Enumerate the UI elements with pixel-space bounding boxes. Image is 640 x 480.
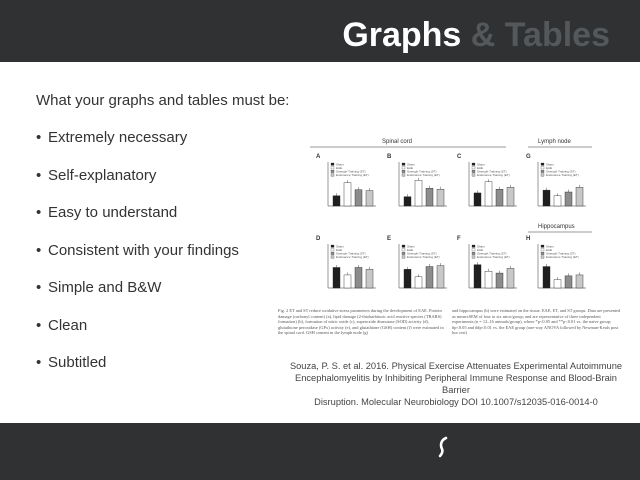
bar-e-0 [404,269,411,288]
bar-b-1 [415,180,422,206]
panel-letter-b: B [387,154,392,160]
legend-label: Strength Training (ST) [336,251,366,256]
bar-c-2 [496,189,503,206]
legend-swatch [472,170,475,172]
legend-swatch [472,249,475,251]
panel-letter-a: A [316,154,321,160]
legend-label: Endurance Training (ET) [477,173,510,178]
footer-bar [0,423,640,480]
bar-h-3 [576,275,583,288]
panel-letter-f: F [457,236,461,242]
legend-label: EAE [546,165,553,170]
legend-label: Strength Training (ST) [546,251,576,256]
bullet-text: Self-explanatory [48,166,157,184]
bar-e-2 [426,267,433,288]
legend-swatch [541,249,544,251]
legend-swatch [402,249,405,251]
bar-a-1 [344,183,351,206]
bar-e-1 [415,277,422,288]
bullet-icon: • [36,279,42,296]
bullet-item [36,353,239,391]
bar-d-3 [366,269,373,288]
legend-label: EAE [546,247,553,252]
legend-label: Sham [546,162,554,167]
bullet-text: Consistent with your findings [48,241,239,259]
legend-swatch [472,252,475,254]
bar-b-0 [404,197,411,206]
bar-h-1 [554,280,561,288]
legend-label: Strength Training (ST) [477,251,507,256]
bar-h-0 [543,267,550,288]
citation [286,360,626,408]
header-spinal-cord: Spinal cord [382,139,413,145]
legend-swatch [541,256,544,258]
legend-swatch [541,245,544,247]
bar-d-1 [344,275,351,288]
bullet-item [36,166,239,204]
slide-title [342,16,610,55]
legend-swatch [331,245,334,247]
legend-label: Sham [336,162,344,167]
legend-label: Sham [407,162,415,167]
panel-letter-h: H [526,236,531,242]
legend-swatch [541,174,544,176]
citation-line: Disruption. Molecular Neurobiology DOI 10.1007/s12035-016-0014-0 [314,397,598,407]
legend-swatch [402,245,405,247]
legend-swatch [541,252,544,254]
bullet-list [36,128,239,391]
bar-g-2 [565,192,572,206]
legend-label: Strength Training (ST) [407,169,437,174]
legend-label: Endurance Training (ET) [407,173,440,178]
legend-label: EAE [407,165,414,170]
figure-caption-left: Fig. 2 ET and ST reduce oxidative stress parameters during the development of EAE. Protein damage (carbonyl content) (a), lipid damage (2-thiobarbituric acid reactive species (TBARS) formation) (b), formation of nitric oxide (c), superoxide dismutase (SOD) activity (d), glutathione peroxidase (GPx) activity (e), and glutathione (GSH) content (f) were estimated in the spinal cord. GSH content in the lymph node (g) [278,308,444,336]
bar-f-0 [474,265,481,288]
legend-swatch [472,174,475,176]
legend-label: EAE [336,247,343,252]
legend-label: Sham [546,244,554,249]
legend-label: Endurance Training (ET) [336,173,369,178]
panel-letter-d: D [316,236,321,242]
bullet-icon: • [36,316,42,334]
bullet-item [36,203,239,241]
bullet-icon: • [36,354,42,371]
legend-swatch [541,170,544,172]
intro-text: What your graphs and tables must be: [36,92,290,109]
legend-swatch [331,163,334,165]
figure-image [270,130,624,390]
legend-swatch [331,256,334,258]
legend-swatch [472,256,475,258]
bar-c-3 [507,187,514,206]
bar-c-0 [474,193,481,206]
bullet-text: Clean [48,316,88,334]
legend-swatch [331,249,334,251]
legend-label: EAE [336,165,343,170]
legend-swatch [331,252,334,254]
citation-line: Encephalomyelitis by Inhibiting Peripheral Immune Response and Blood-Brain Barrier [295,373,617,395]
legend-swatch [541,163,544,165]
legend-label: Endurance Training (ET) [477,255,510,260]
caption-left-box [278,308,448,356]
bullet-icon: • [36,129,42,146]
legend-label: Endurance Training (ET) [546,173,579,178]
bullet-item [36,128,239,166]
bar-a-0 [333,196,340,206]
bullet-text: Subtitled [48,354,107,371]
bar-f-2 [496,273,503,288]
legend-swatch [472,163,475,165]
bar-c-1 [485,182,492,206]
legend-label: Sham [477,244,485,249]
legend-label: Endurance Training (ET) [407,255,440,260]
legend-label: Sham [407,244,415,249]
panel-letter-e: E [387,236,392,242]
bar-f-3 [507,268,514,288]
panel-letter-g: G [526,154,531,160]
bar-b-3 [437,189,444,206]
slide-title-faded: & Tables [461,16,610,54]
legend-label: Sham [477,162,485,167]
legend-label: Sham [336,244,344,249]
bar-b-2 [426,188,433,206]
legend-swatch [331,167,334,169]
bar-d-0 [333,267,340,288]
bar-g-1 [554,196,561,206]
legend-swatch [541,167,544,169]
legend-swatch [402,174,405,176]
legend-swatch [331,170,334,172]
figure-caption-right: and hippocampus (h) were estimated on the tissue. EAE, ET, and ST groups. Data are presented as mean±SEM of four to six mice/group; and are representative of three independent experiments (n = 12–16 animals/group), where *p<0.05 and **p<0.01 vs. the naïve group; #p<0.05 and ##p<0.01 vs. the EAE group (one-way ANOVA followed by Newman-Keuls post hoc test) [452,308,621,336]
bar-f-1 [485,271,492,288]
legend-label: EAE [477,247,484,252]
bar-h-2 [565,276,572,288]
legend-label: Strength Training (ST) [407,251,437,256]
legend-swatch [402,256,405,258]
legend-label: EAE [407,247,414,252]
legend-label: Endurance Training (ET) [336,255,369,260]
legend-label: Endurance Training (ET) [546,255,579,260]
bullet-item [36,241,239,279]
legend-swatch [402,170,405,172]
bar-e-3 [437,266,444,288]
bullet-text: Simple and B&W [48,279,162,296]
brand-logo-icon [438,436,450,458]
caption-right-box [452,308,622,356]
header-hippocampus: Hippocampus [538,224,575,230]
legend-label: EAE [477,165,484,170]
legend-swatch [402,167,405,169]
slide-title-main: Graphs [342,16,462,54]
bullet-icon: • [36,241,42,259]
legend-swatch [472,167,475,169]
bar-a-2 [355,190,362,206]
panel-letter-c: C [457,154,462,160]
bar-g-0 [543,190,550,206]
bullet-icon: • [36,204,42,221]
header-lymph-node: Lymph node [538,139,571,145]
bar-a-3 [366,191,373,206]
bullet-item [36,278,239,316]
legend-label: Strength Training (ST) [546,169,576,174]
citation-line: Souza, P. S. et al. 2016. Physical Exercise Attenuates Experimental Autoimmune [289,361,623,371]
bullet-text: Extremely necessary [48,129,188,146]
bullet-text: Easy to understand [48,204,178,221]
legend-swatch [331,174,334,176]
legend-swatch [472,245,475,247]
legend-swatch [402,163,405,165]
bar-d-2 [355,267,362,288]
bullet-icon: • [36,166,42,184]
legend-label: Strength Training (ST) [477,169,507,174]
legend-swatch [402,252,405,254]
legend-label: Strength Training (ST) [336,169,366,174]
bar-g-3 [576,187,583,206]
bullet-item [36,316,239,354]
